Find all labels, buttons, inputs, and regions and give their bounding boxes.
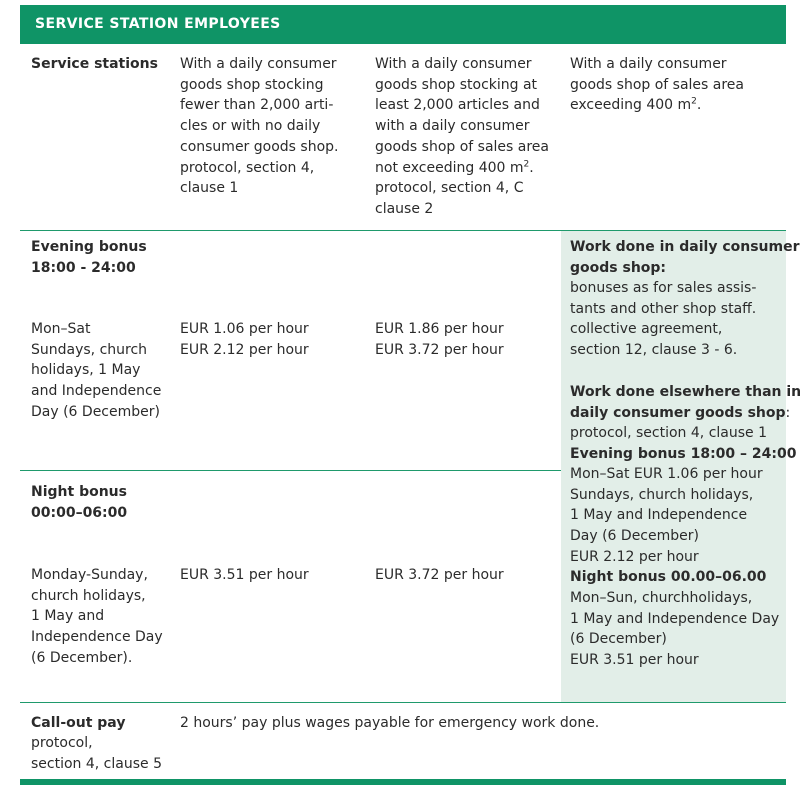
side-text-elsewhere: protocol, section 4, clause 1 (570, 425, 767, 441)
service-col4-sup: 2 (691, 96, 697, 107)
divider-1 (20, 230, 786, 231)
divider-2 (20, 470, 561, 471)
evening-bonus-title: Evening bonus 18:00 - 24:00 (31, 239, 147, 276)
service-col2-text: With a daily consumer goods shop stocking fewer than 2,000 arti- cles or with no daily consumer goods shop. protocol, section 4, clause 1 (180, 56, 339, 197)
night-bonus-col3: EUR 3.72 per hour (375, 567, 504, 583)
callout-title: Call-out pay (31, 715, 126, 731)
table-title: SERVICE STATION EMPLOYEES (35, 16, 281, 32)
evening-bonus-col2: EUR 1.06 per hour EUR 2.12 per hour (180, 321, 309, 358)
side-heading-elsewhere-colon: : (785, 404, 791, 421)
side-night-text: Mon–Sun, churchholidays, 1 May and Independence Day (6 December) EUR 3.51 per hour (570, 590, 780, 669)
night-bonus-title: Night bonus 00:00–06:00 (31, 484, 128, 521)
service-col3-tail: . protocol, section 4, C clause 2 (375, 159, 534, 217)
service-col4-main: With a daily consumer goods shop of sales area exceeding 400 m (570, 56, 745, 114)
night-bonus-col2: EUR 3.51 per hour (180, 567, 309, 583)
evening-bonus-col3: EUR 1.86 per hour EUR 3.72 per hour (375, 321, 504, 358)
callout-subtext: protocol, section 4, clause 5 (31, 735, 162, 772)
side-night-heading: Night bonus 00.00–06.00 (570, 569, 767, 585)
service-col4-text (570, 54, 744, 116)
service-col3-text (375, 54, 549, 220)
side-heading-elsewhere-bold: Work done elsewhere than in daily consumer goods shop (570, 384, 802, 421)
callout-text: 2 hours’ pay plus wages payable for emergency work done. (180, 715, 600, 731)
side-heading-elsewhere (570, 382, 801, 423)
side-evening-text: Mon–Sat EUR 1.06 per hour Sundays, church holidays, 1 May and Independence Day (6 December) EUR 2.12 per hour (570, 466, 763, 565)
side-evening-heading: Evening bonus 18:00 – 24:00 (570, 446, 797, 462)
side-text-in-shop: bonuses as for sales assis- tants and other shop staff. collective agreement, section 12, clause 3 - 6. (570, 280, 757, 359)
service-col3-sup: 2 (523, 158, 530, 169)
divider-3 (20, 702, 786, 703)
service-stations-label: Service stations (31, 56, 158, 72)
service-col3-main: With a daily consumer goods shop stocking at least 2,000 articles and with a daily consumer goods shop of sales area not exceeding 400 m (375, 56, 550, 176)
bottom-bar (20, 779, 786, 785)
side-heading-in-shop: Work done in daily consumer goods shop: (570, 239, 800, 276)
evening-bonus-days: Mon–Sat Sundays, church holidays, 1 May and Independence Day (6 December) (31, 321, 162, 420)
night-bonus-days: Monday-Sunday, church holidays, 1 May and Independence Day (6 December). (31, 567, 163, 666)
service-station-table (20, 5, 802, 785)
table-header (20, 5, 786, 44)
service-col4-tail: . (696, 97, 702, 114)
